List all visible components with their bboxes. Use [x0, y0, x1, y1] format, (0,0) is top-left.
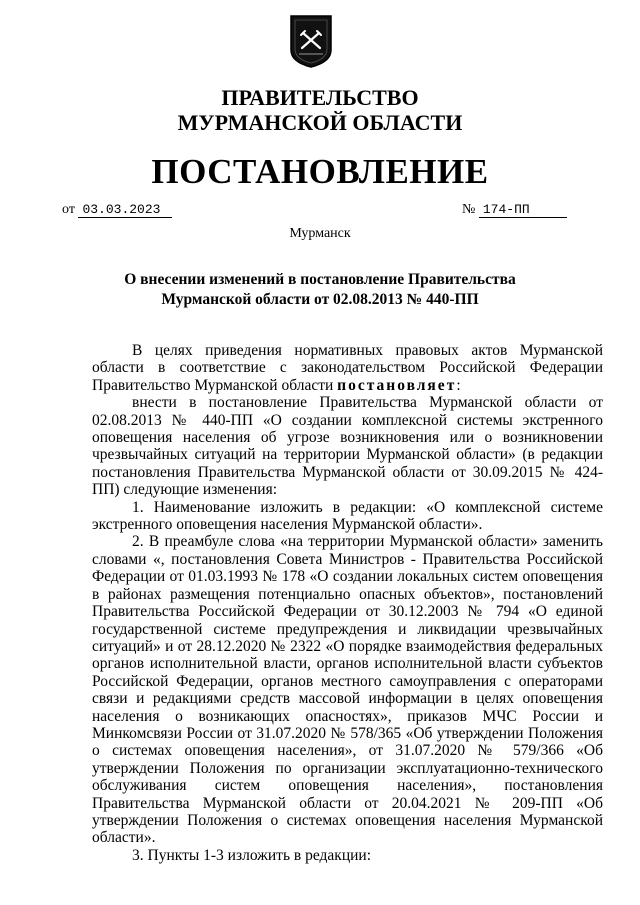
number-line: [462, 202, 567, 218]
document-number: 174-ПП: [479, 202, 567, 218]
coat-of-arms-emblem: [289, 14, 333, 69]
date-prefix: от: [62, 202, 75, 217]
subject-line1: О внесении изменений в постановление Правительства: [124, 271, 516, 288]
document-type-title: ПОСТАНОВЛЕНИЕ: [151, 152, 489, 191]
org-name-line1: ПРАВИТЕЛЬСТВО: [221, 85, 419, 110]
intro-colon: :: [456, 376, 461, 394]
decision-paragraph: внести в постановление Правительства Мурманской области от 02.08.2013 № 440-ПП «О создании комплексной системы экстренного оповещения населения об угрозе возникновения или о возникновении чрезвычайных ситуаций на территории Мурманской области» (в редакции постановления Правительства Мурманской области от 30.09.2015 № 424-ПП) следующие изменения:: [92, 394, 603, 499]
date-line: [62, 202, 172, 218]
intro-paragraph: [92, 342, 603, 394]
item-1-paragraph: 1. Наименование изложить в редакции: «О комплексной системе экстренного оповещения населения Мурманской области».: [92, 498, 603, 534]
subject-line2: Мурманской области от 02.08.2013 № 440-ПП: [161, 291, 479, 308]
intro-keyword: постановляет: [337, 376, 457, 394]
org-name-line2: МУРМАНСКОЙ ОБЛАСТИ: [177, 110, 463, 135]
intro-text: В целях приведения нормативных правовых актов Мурманской области в соответствие с законодательством Российской Федерации Правительство Мурманской области: [92, 342, 603, 394]
document-body: [92, 342, 603, 864]
document-date: 03.03.2023: [78, 202, 172, 218]
city-name: Мурманск: [289, 226, 351, 241]
document-subject: [0, 270, 640, 310]
item-2-paragraph: 2. В преамбуле слова «на территории Мурманской области» заменить словами «, постановления Совета Министров - Правительства Российской Федерации от 01.03.1993 № 178 «О создании локальных систем оповещения в районах размещения потенциально опасных объектов», постановлений Правительства Российской Федерации от 30.12.2003 № 794 «О единой государственной системе предупреждения и ликвидации чрезвычайных ситуаций» и от 28.12.2020 № 2322 «О порядке взаимодействия федеральных органов исполнительной власти, органов исполнительной власти субъектов Российской Федерации, органов местного самоуправления с операторами связи и редакциями средств массовой информации в целях оповещения населения о возникающих опасностях», приказов МЧС России и Минкомсвязи России от 31.07.2020 № 578/365 «Об утверждении Положения о системах оповещения населения», от 31.07.2020 № 579/366 «Об утверждении Положения по организации эксплуатационно-технического обслуживания систем оповещения населения», постановления Правительства Мурманской области от 20.04.2021 № 209-ПП «Об утверждении Положения о системах оповещения населения Мурманской области».: [92, 533, 603, 847]
number-prefix: №: [462, 202, 476, 217]
item-3-paragraph: 3. Пункты 1-3 изложить в редакции:: [132, 846, 372, 864]
